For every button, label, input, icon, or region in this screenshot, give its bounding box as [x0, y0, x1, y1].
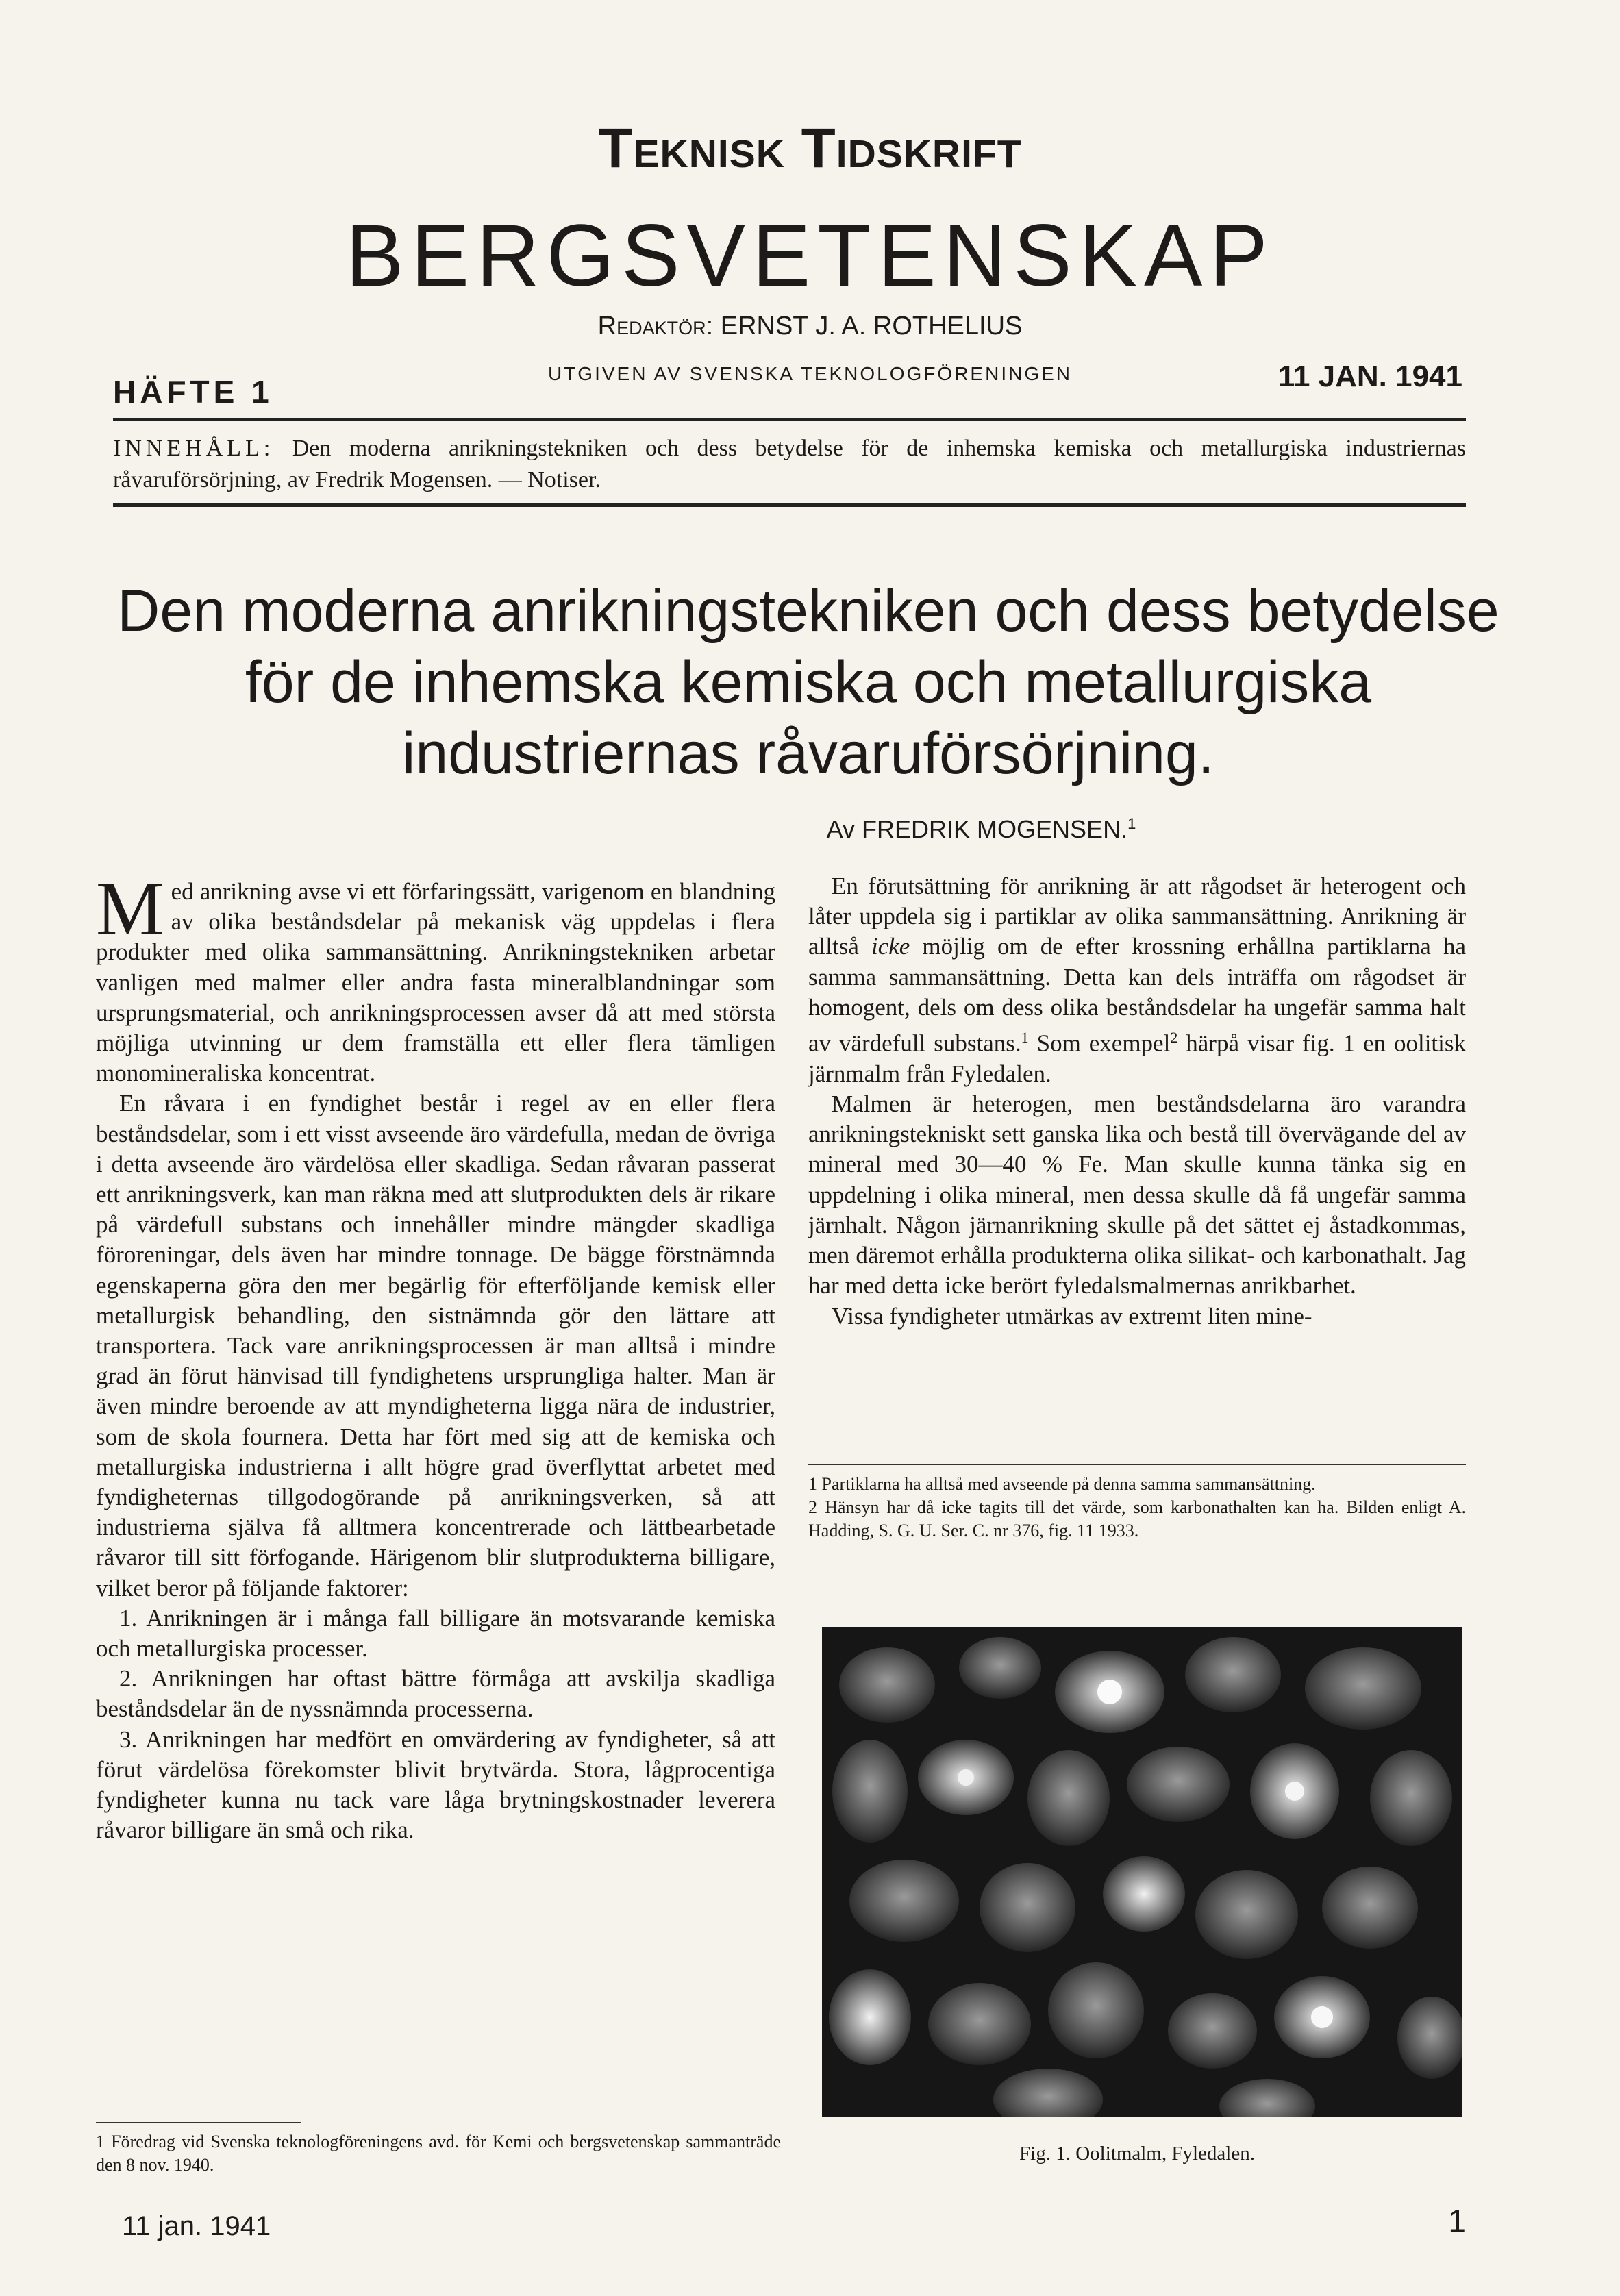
list-item: 1. Anrikningen är i många fall billigare än motsvarande kemiska och metallurgiska processer.: [96, 1604, 775, 1662]
figure-oolite-photo: [822, 1627, 1462, 2117]
editor-line: [0, 312, 1620, 341]
issue-number: HÄFTE 1: [113, 374, 273, 410]
paragraph: En förutsättning för anrikning är att rågodset är heterogent och låter uppdela sig i partiklar av olika sammansättning. Anrikning är alltså icke möjlig om de efter krossning erhållna partiklarna ha samma sammansättning. Detta kan dels inträffa om rågodset är homogent, dels om dess olika beståndsdelar ha ungefär samma halt av värdefull substans.$^1$ Som exempel$^2$ härpå visar fig. 1 en oolitisk järnmalm från Fyledalen.: [808, 873, 1466, 1087]
footnote: 2 Hänsyn har då icke tagits till det värde, som karbonathalten kan ha. Bilden enligt A. Hadding, S. G. U. Ser. C. nr 376, fig. 11 1933.: [808, 1497, 1466, 1540]
right-column: [808, 871, 1466, 1332]
footnotes-right: [808, 1473, 1466, 1543]
drop-cap: M: [96, 866, 164, 951]
contents-label: INNEHÅLL:: [113, 436, 275, 461]
paragraph: Malmen är heterogen, men beståndsdelarna äro varandra anrikningstekniskt sett ganska lika och bestå till övervägande del av mineral med 30—40 % Fe. Man skulle kunna tänka sig en uppdelning i olika mineral, men dessa skulle då få ungefär samma järnhalt. Någon järnanrikning skulle på det sättet ej åstadkommas, men däremot erhålla produkterna olika silikat- och karbonathalt. Jag har med detta icke berört fyledalsmalmernas anrikbarhet.: [808, 1090, 1466, 1299]
rule-top: [113, 418, 1466, 421]
contents: [113, 433, 1466, 496]
factor-list: [96, 1604, 775, 1846]
article-title-line-1: Den moderna anrikningstekniken och dess betydelse: [117, 578, 1499, 644]
article-title: [96, 575, 1521, 789]
section-title: BERGSVETENSKAP: [345, 207, 1275, 305]
page-number: 1: [1448, 2203, 1466, 2238]
rule-bottom: [113, 503, 1466, 507]
byline-footnote-mark: 1: [1127, 815, 1136, 832]
footer-date: 11 jan. 1941: [122, 2211, 271, 2241]
issue-date: 11 JAN. 1941: [1278, 360, 1462, 393]
footnote-divider: [96, 2122, 301, 2123]
article-title-line-2: för de inhemska kemiska och metallurgiska: [245, 649, 1372, 715]
footnote: 1 Partiklarna ha alltså med avseende på denna samma sammansättning.: [808, 1474, 1316, 1494]
paragraph: En råvara i en fyndighet består i regel av en eller flera beståndsdelar, som i ett visst avseende äro värdefulla, medan de övriga i detta avseende äro värdelösa eller skadliga. Sedan råvaran passerat ett anrikningsverk, kan man räkna med att slutprodukten dels är rikare på värdefull substans och innehåller mindre mängder skadliga föroreningar, dels även har mindre tonnage. De bägge förstnämnda egenskaperna göra den mer begärlig för efterföljande kemisk eller metallurgisk behandling, den sistnämnda gör den lättare att transportera. Tack vare anrikningsprocessen är man alltså i mindre grad än förut hänvisad till fyndighetens ursprungliga halter. Man är även mindre beroende av att myndigheterna ligga nära de industrier, som de skola fournera. Detta har fört med sig att de kemiska och metallurgiska industrierna i allt högre grad överflyttat arbetet med fyndigheternas tillgodogörande på anrikningsverken, så att industrierna själva få alltmera koncentrerade och lättbearbetade råvaror till sitt förfogande. Härigenom blir slutprodukterna billigare, vilket beror på följande faktorer:: [96, 1090, 775, 1601]
footnote-mark: 1: [1021, 1029, 1029, 1047]
byline-text: Av FREDRIK MOGENSEN.: [826, 815, 1128, 843]
footnote-left: 1 Föredrag vid Svenska teknologföreningens avd. för Kemi och bergsvetenskap sammanträde den 8 nov. 1940.: [96, 2132, 781, 2175]
paragraph-intro: Med anrikning avse vi ett förfaringssätt, varigenom en blandning av olika beståndsdelar på mekanisk väg uppdelas i flera produkter med olika sammansättning. Anrikningstekniken arbetar vanligen med malmer eller andra fasta mineralblandningar som ursprungsmaterial, och anrikningsprocessen avser då att med största möjliga utvinning ur dem framställa ett eller flera tämligen monomineraliska koncentrat.: [96, 866, 775, 1087]
byline: [0, 815, 1620, 844]
contents-text: Den moderna anrikningstekniken och dess betydelse för de inhemska kemiska och metallurgiska industriernas råvaruförsörjning, av Fredrik Mogensen. — Notiser.: [113, 436, 1467, 492]
oolite-texture: [822, 1627, 1462, 2117]
editor-label: Redaktör:: [597, 312, 714, 340]
list-item: 2. Anrikningen har oftast bättre förmåga att avskilja skadliga beståndsdelar än de nyssnämnda processerna.: [96, 1665, 775, 1723]
footnote-divider: [808, 1464, 1466, 1465]
paragraph: Vissa fyndigheter utmärkas av extremt liten mine-: [832, 1302, 1312, 1330]
figure-caption: Fig. 1. Oolitmalm, Fyledalen.: [1019, 2143, 1255, 2164]
journal-title: Teknisk Tidskrift: [598, 117, 1022, 179]
emphasis: icke: [871, 933, 910, 960]
editor-name: ERNST J. A. ROTHELIUS: [720, 312, 1023, 340]
left-column: [96, 866, 775, 1846]
article-title-line-3: industriernas råvaruförsörjning.: [402, 721, 1214, 786]
publisher-line: UTGIVEN AV SVENSKA TEKNOLOGFÖRENINGEN: [547, 363, 1072, 384]
list-item: 3. Anrikningen har medfört en omvärdering av fyndigheter, så att förut värdelösa förekomster blivit brytvärda. Stora, lågprocentiga fyndigheter kunna nu tack vare låga brytningskostnader leverera råvaror billigare än små och rika.: [96, 1725, 775, 1844]
footnote-mark: 2: [1170, 1029, 1178, 1047]
